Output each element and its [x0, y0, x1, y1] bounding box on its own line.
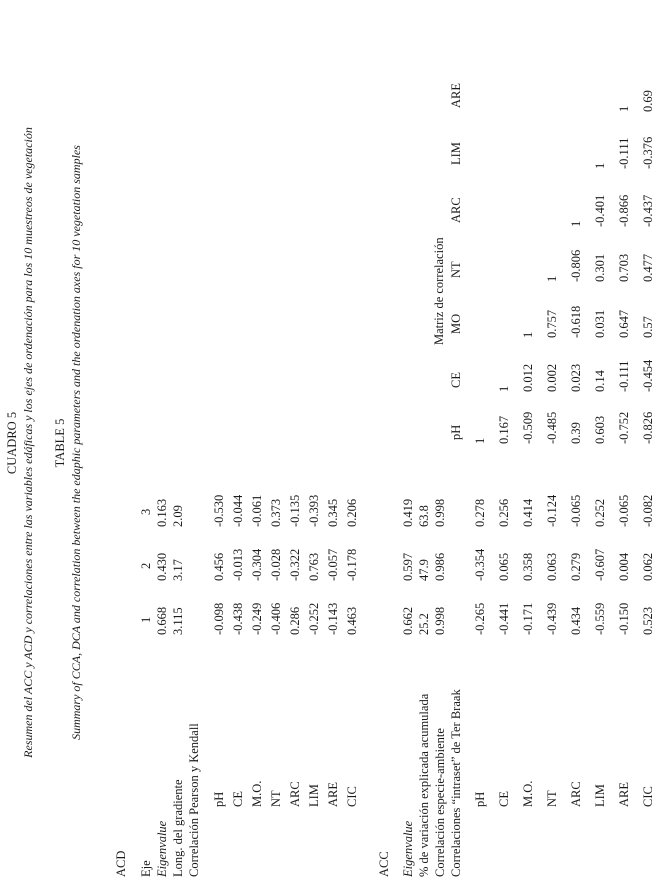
matrix-cell: 1: [521, 331, 535, 338]
matrix-cell: 0.301: [593, 253, 607, 282]
axis-number-1: 1: [139, 616, 153, 623]
axis-number-3: 3: [139, 508, 153, 515]
intraset-value: -0.082: [641, 494, 655, 527]
matrix-cell: -0.866: [617, 194, 631, 227]
acc-eigenvalue: 0.597: [401, 552, 415, 581]
matrix-cell: 0.647: [617, 309, 631, 338]
acd-section-label: ACD: [114, 850, 128, 877]
acd-correlation-value: -0.013: [231, 548, 245, 581]
intraset-value: 0.062: [641, 552, 655, 581]
intraset-value: -0.607: [593, 548, 607, 581]
acd-correlation-value: -0.098: [212, 602, 226, 635]
acd-variable-label: CIC: [345, 786, 359, 807]
matrix-cell: 0.603: [593, 415, 607, 444]
matrix-cell: 0.031: [593, 309, 607, 338]
matrix-cell: 1: [473, 437, 487, 444]
acc-variable-label: CIC: [641, 786, 655, 807]
intraset-value: -0.559: [593, 602, 607, 635]
acd-variable-label: ARE: [326, 782, 340, 807]
gradient-length: 3.17: [171, 559, 185, 581]
matrix-cell: -0.111: [617, 137, 631, 169]
intraset-label: Correlaciones “intraset” de Ter Braak: [449, 689, 463, 877]
acd-correlation-value: 0.286: [288, 606, 302, 635]
matrix-cell: -0.485: [545, 411, 559, 444]
intraset-value: 0.414: [521, 498, 535, 527]
matrix-cell: -0.437: [641, 194, 655, 227]
acd-correlation-value: -0.406: [269, 602, 283, 635]
acd-eigenvalue: 0.163: [155, 498, 169, 527]
acd-correlation-value: -0.028: [269, 548, 283, 581]
species-environment-corr: 0.998: [433, 498, 447, 527]
matrix-cell: 1: [593, 162, 607, 169]
acd-eigenvalue-label: Eigenvalue: [155, 820, 169, 877]
acd-correlation-value: -0.530: [212, 494, 226, 527]
acd-correlation-value: -0.322: [288, 548, 302, 581]
variance-explained: 25.2: [417, 613, 431, 635]
matrix-cell: 0.012: [521, 363, 535, 392]
subtitle-en: Summary of CCA, DCA and correlation between the edaphic parameters and the ordenation axes for 10 vegetation samples: [69, 145, 83, 740]
axis-number-2: 2: [139, 562, 153, 569]
matrix-cell: 0.39: [569, 422, 583, 444]
matrix-cell: 1: [497, 385, 511, 392]
matrix-cell: 0.002: [545, 363, 559, 392]
subtitle-es: Resumen del ACC y ACD y correlaciones entre las variables edáficas y los ejes de ordenación para los 10 muestreos de vegetación: [21, 127, 35, 758]
intraset-value: 0.004: [617, 552, 631, 581]
matrix-cell: 1: [569, 220, 583, 227]
matrix-cell: -0.454: [641, 359, 655, 392]
intraset-value: -0.265: [473, 602, 487, 635]
eje-label: Eje: [139, 860, 153, 877]
acd-correlation-value: -0.178: [345, 548, 359, 581]
acd-variable-label: CE: [231, 791, 245, 807]
acc-variable-label: ARE: [617, 782, 631, 807]
acd-correlation-value: 0.206: [345, 498, 359, 527]
matrix-cell: -0.806: [569, 249, 583, 282]
acc-eigenvalue: 0.419: [401, 498, 415, 527]
acd-correlation-value: 0.373: [269, 498, 283, 527]
pearson-kendall-label: Correlación Pearson y Kendall: [187, 723, 201, 877]
acc-variable-label: CE: [497, 791, 511, 807]
acd-correlation-value: -0.135: [288, 494, 302, 527]
matrix-cell: 1: [617, 105, 631, 112]
acd-correlation-value: 0.456: [212, 552, 226, 581]
matrix-cell: 0.69: [641, 90, 655, 112]
matrix-header: MO: [449, 313, 463, 334]
intraset-value: -0.150: [617, 602, 631, 635]
acc-variable-label: ARC: [569, 781, 583, 807]
acd-eigenvalue: 0.430: [155, 552, 169, 581]
matrix-cell: -0.509: [521, 411, 535, 444]
acd-correlation-value: -0.393: [307, 494, 321, 527]
matrix-cell: 0.023: [569, 363, 583, 392]
acd-correlation-value: -0.143: [326, 602, 340, 635]
matrix-cell: -0.111: [617, 360, 631, 392]
acd-correlation-value: -0.057: [326, 548, 340, 581]
intraset-value: 0.523: [641, 606, 655, 635]
intraset-value: 0.065: [497, 552, 511, 581]
matrix-header: LIM: [449, 142, 463, 165]
acc-section-label: ACC: [377, 851, 391, 877]
intraset-value: -0.441: [497, 602, 511, 635]
intraset-value: -0.065: [569, 494, 583, 527]
matrix-cell: 0.703: [617, 253, 631, 282]
matrix-title: Matriz de correlación: [432, 237, 446, 345]
intraset-value: 0.278: [473, 498, 487, 527]
matrix-cell: 0.477: [641, 253, 655, 282]
acd-correlation-value: -0.061: [250, 494, 264, 527]
species-environment-label: Correlación especie-ambiente: [433, 728, 447, 877]
acd-variable-label: NT: [269, 790, 283, 807]
matrix-cell: 0.167: [497, 415, 511, 444]
gradient-length-label: Long. del gradiente: [171, 779, 185, 877]
matrix-cell: -0.826: [641, 411, 655, 444]
intraset-value: 0.279: [569, 552, 583, 581]
matrix-cell: -0.401: [593, 194, 607, 227]
acd-variable-label: ARC: [288, 781, 302, 807]
acd-correlation-value: -0.249: [250, 602, 264, 635]
acc-variable-label: pH: [473, 791, 487, 807]
acd-correlation-value: -0.438: [231, 602, 245, 635]
matrix-header: pH: [449, 424, 463, 440]
table-number-es: CUADRO 5: [5, 411, 19, 475]
acc-variable-label: LIM: [593, 784, 607, 807]
intraset-value: -0.354: [473, 548, 487, 581]
acc-variable-label: M.O.: [521, 780, 535, 807]
intraset-value: 0.358: [521, 552, 535, 581]
matrix-header: NT: [449, 261, 463, 278]
matrix-cell: -0.618: [569, 305, 583, 338]
acc-variable-label: NT: [545, 790, 559, 807]
acc-eigenvalue-label: Eigenvalue: [401, 820, 415, 877]
acd-correlation-value: 0.345: [326, 498, 340, 527]
matrix-cell: 1: [545, 275, 559, 282]
gradient-length: 2.09: [171, 505, 185, 527]
matrix-cell: -0.752: [617, 411, 631, 444]
intraset-value: 0.252: [593, 498, 607, 527]
acc-eigenvalue: 0.662: [401, 606, 415, 635]
variance-explained: 63.8: [417, 505, 431, 527]
matrix-cell: 0.14: [593, 370, 607, 392]
acd-variable-label: M.O.: [250, 780, 264, 807]
matrix-cell: 0.57: [641, 316, 655, 338]
intraset-value: 0.434: [569, 606, 583, 635]
intraset-value: 0.256: [497, 498, 511, 527]
gradient-length: 3.115: [171, 607, 185, 635]
matrix-cell: -0.376: [641, 136, 655, 169]
table-number-en: TABLE 5: [53, 418, 67, 468]
acd-eigenvalue: 0.668: [155, 606, 169, 635]
matrix-header: ARC: [449, 197, 463, 223]
matrix-header: ARE: [449, 83, 463, 108]
intraset-value: -0.124: [545, 494, 559, 527]
intraset-value: 0.063: [545, 552, 559, 581]
variance-explained-label: % de variación explicada acumulada: [417, 693, 431, 877]
matrix-cell: 0.757: [545, 309, 559, 338]
acd-correlation-value: -0.304: [250, 548, 264, 581]
intraset-value: -0.439: [545, 602, 559, 635]
acd-correlation-value: 0.463: [345, 606, 359, 635]
intraset-value: -0.171: [521, 602, 535, 635]
acd-correlation-value: -0.044: [231, 494, 245, 527]
acd-variable-label: LIM: [307, 784, 321, 807]
acd-variable-label: pH: [212, 791, 226, 807]
acd-correlation-value: -0.252: [307, 602, 321, 635]
species-environment-corr: 0.998: [433, 606, 447, 635]
species-environment-corr: 0.986: [433, 552, 447, 581]
intraset-value: -0.065: [617, 494, 631, 527]
acd-correlation-value: 0.763: [307, 552, 321, 581]
matrix-header: CE: [449, 372, 463, 388]
variance-explained: 47.9: [417, 559, 431, 581]
